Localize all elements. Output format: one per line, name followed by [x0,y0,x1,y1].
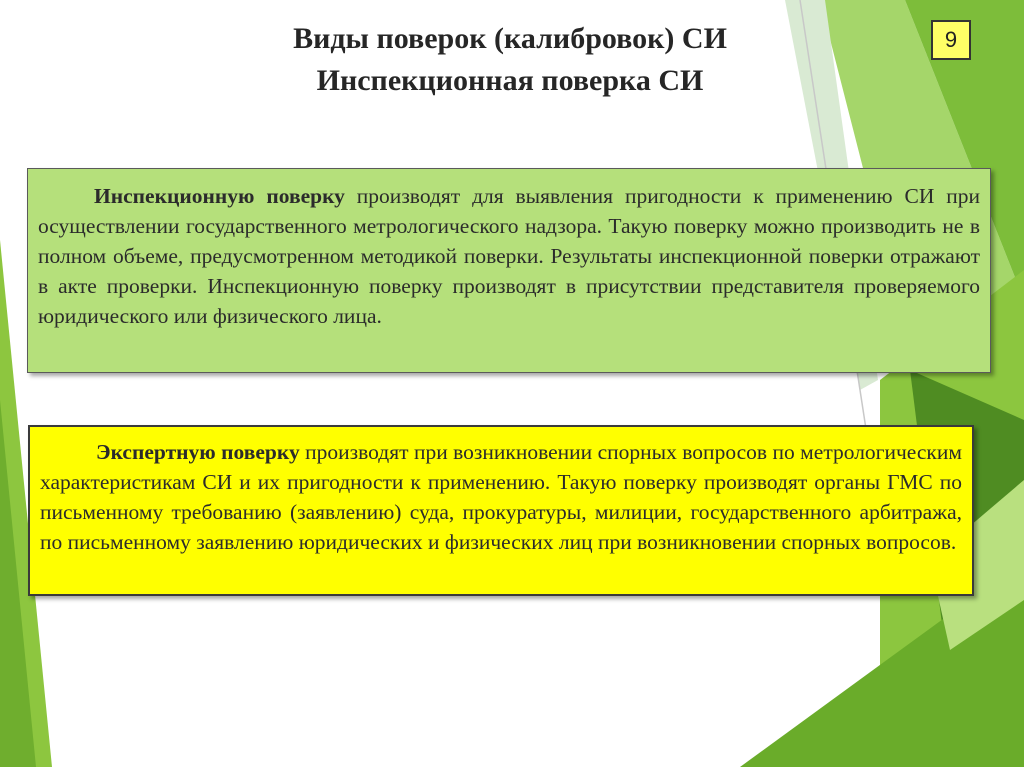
title-line-2: Инспекционная поверка СИ [316,64,704,97]
slide-title [200,18,820,102]
inspection-text-box [27,168,991,373]
expert-text: производят при возникновении спорных вопросов по метрологическим характеристикам СИ и их пригодности к применению. Такую поверку производят органы ГМС по письменному требованию (заявлению) суда, прокуратуры, милиции, государственного арбитража, по письменному заявлению юридических и физических лиц при возникновении спорных вопросов. [40,440,962,554]
expert-text-box [28,425,974,596]
inspection-lead: Инспекционную поверку [94,184,345,208]
expert-lead: Экспертную поверку [96,440,300,464]
slide-number: 9 [931,20,971,60]
title-line-1: Виды поверок (калибровок) СИ [293,22,727,55]
inspection-text: производят для выявления пригодности к применению СИ при осуществлении государственного метрологического надзора. Такую поверку можно производить не в полном объеме, предусмотренном методикой поверки. Результаты инспекционной поверки отражают в акте проверки. Инспекционную поверку производят в присутствии представителя проверяемого юридического или физического лица. [38,184,981,328]
